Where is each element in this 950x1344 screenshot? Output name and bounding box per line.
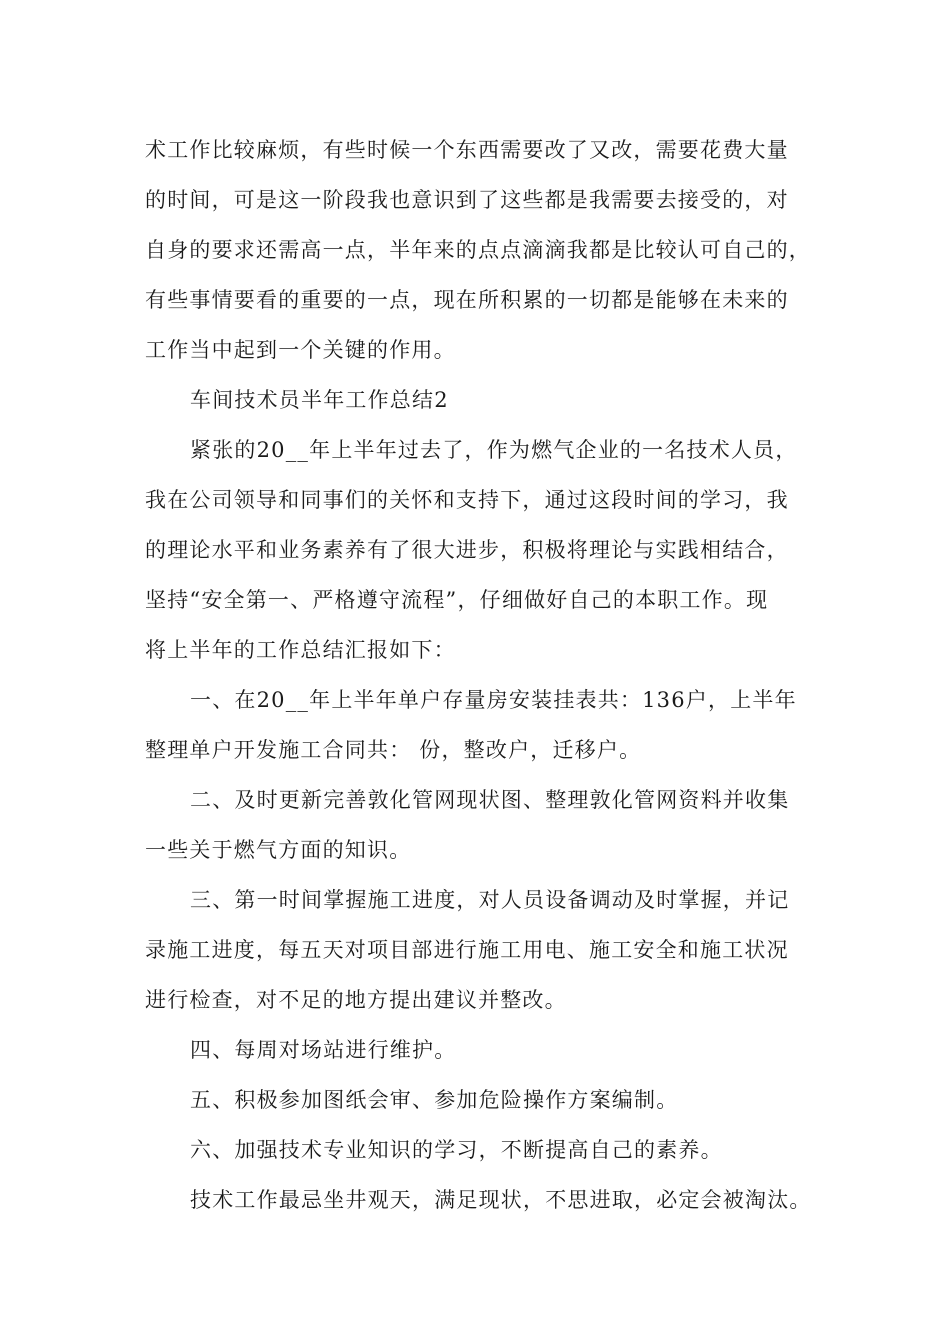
- list-item-line: 一、在20__年上半年单户存量房安装挂表共：136户，上半年: [190, 688, 797, 712]
- paragraph-line: 紧张的20__年上半年过去了，作为燃气企业的一名技术人员，: [190, 438, 798, 462]
- list-item-line: 三、第一时间掌握施工进度，对人员设备调动及时掌握，并记: [190, 888, 790, 912]
- list-item-line: 六、加强技术专业知识的学习，不断提高自己的素养。: [190, 1138, 723, 1162]
- list-item-line: 四、每周对场站进行维护。: [190, 1038, 457, 1062]
- paragraph-line: 工作当中起到一个关键的作用。: [145, 338, 456, 362]
- list-item-line: 进行检查，对不足的地方提出建议并整改。: [145, 988, 567, 1012]
- paragraph-line: 有些事情要看的重要的一点，现在所积累的一切都是能够在未来的: [145, 288, 789, 312]
- section-heading: 车间技术员半年工作总结2: [190, 388, 449, 412]
- paragraph-line: 将上半年的工作总结汇报如下：: [145, 638, 456, 662]
- list-item-line: 整理单户开发施工合同共： 份，整改户，迁移户。: [145, 738, 642, 762]
- list-item-line: 一些关于燃气方面的知识。: [145, 838, 412, 862]
- paragraph-line: 自身的要求还需高一点，半年来的点点滴滴我都是比较认可自己的，: [145, 238, 811, 262]
- paragraph-line: 术工作比较麻烦，有些时候一个东西需要改了又改，需要花费大量: [145, 138, 789, 162]
- paragraph-line: 技术工作最忌坐井观天，满足现状，不思进取，必定会被淘汰。: [190, 1188, 812, 1212]
- paragraph-line: 我在公司领导和同事们的关怀和支持下，通过这段时间的学习，我: [145, 488, 789, 512]
- paragraph-line: 的理论水平和业务素养有了很大进步，积极将理论与实践相结合，: [145, 538, 789, 562]
- list-item-line: 录施工进度，每五天对项目部进行施工用电、施工安全和施工状况: [145, 938, 789, 962]
- paragraph-line: 的时间，可是这一阶段我也意识到了这些都是我需要去接受的，对: [145, 188, 789, 212]
- list-item-line: 五、积极参加图纸会审、参加危险操作方案编制。: [190, 1088, 679, 1112]
- paragraph-line: 坚持“安全第一、严格遵守流程”，仔细做好自己的本职工作。现: [145, 588, 769, 612]
- list-item-line: 二、及时更新完善敦化管网现状图、整理敦化管网资料并收集: [190, 788, 790, 812]
